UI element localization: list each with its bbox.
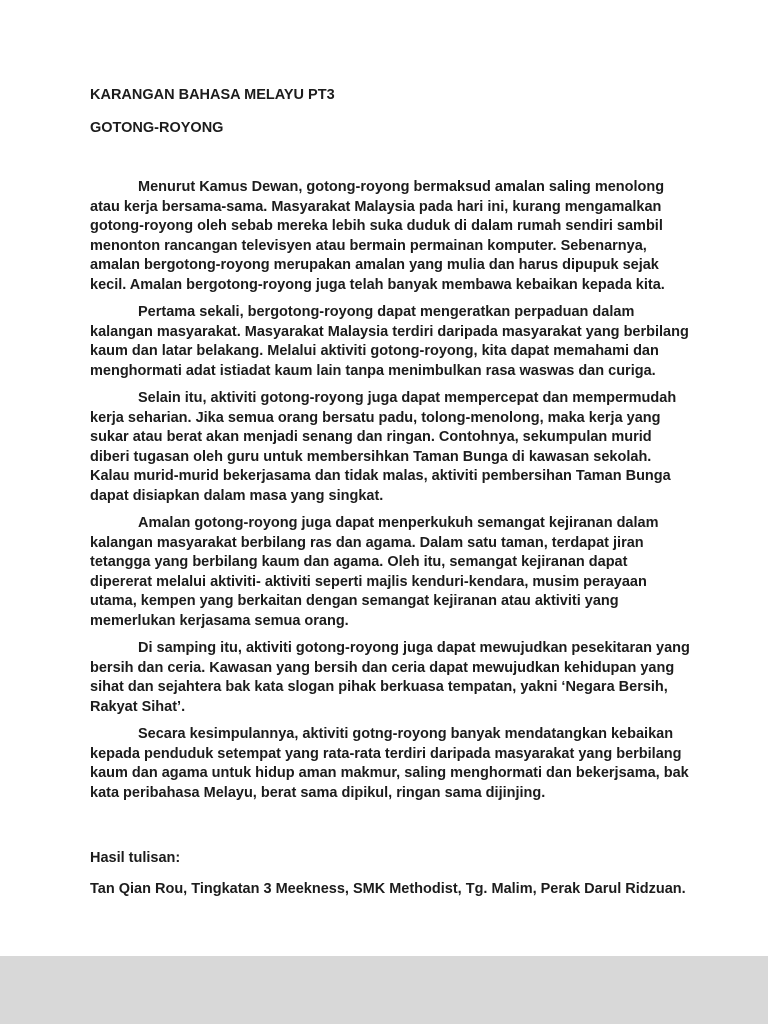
- paragraph-introduction: Menurut Kamus Dewan, gotong-royong bermaksud amalan saling menolong atau kerja bersama-sama. Masyarakat Malaysia pada hari ini, kurang mengamalkan gotong-royong oleh sebab mereka lebih suka duduk di dalam rumah sendiri sambil menonton rancangan televisyen atau bermain permainan komputer. Sebenarnya, amalan bergotong-royong merupakan amalan yang mulia dan harus dipupuk sejak kecil. Amalan bergotong-royong juga telah banyak membawa kebaikan kepada kita.: [90, 179, 665, 293]
- document-title: KARANGAN BAHASA MELAYU PT3: [90, 87, 335, 103]
- document-subtitle: GOTONG-ROYONG: [90, 119, 224, 136]
- paragraph-semangat-kejiranan: Amalan gotong-royong juga dapat menperkukuh semangat kejiranan dalam kalangan masyarakat berbilang ras dan agama. Dalam satu taman, terdapat jiran tetangga yang berbilang kaum dan agama. Oleh itu, semangat kejiranan dapat dipererat melalui aktiviti- aktiviti seperti majlis kenduri-kendara, musim perayaan utama, kempen yang berkaitan dengan semangat kejiranan atau aktiviti yang memerlukan kerjasama semua orang.: [90, 515, 659, 629]
- paragraph-kesimpulan: Secara kesimpulannya, aktiviti gotng-royong banyak mendatangkan kebaikan kepada penduduk setempat yang rata-rata terdiri daripada masyarakat yang berbilang kaum dan agama untuk hidup aman makmur, saling menghormati dan bekerjsama, bak kata peribahasa Melayu, berat sama dipikul, ringan sama dijinjing.: [90, 726, 689, 801]
- author-line: Tan Qian Rou, Tingkatan 3 Meekness, SMK Methodist, Tg. Malim, Perak Darul Ridzuan.: [90, 880, 686, 897]
- essay-body: [90, 178, 690, 803]
- page-gutter: [0, 956, 768, 1024]
- paragraph-persekitaran-bersih: Di samping itu, aktiviti gotong-royong juga dapat mewujudkan pesekitaran yang bersih dan ceria. Kawasan yang bersih dan ceria dapat mewujudkan kehidupan yang sihat dan sejahtera bak kata slogan pihak berkuasa tempatan, yakni ‘Negara Bersih, Rakyat Sihat’.: [90, 640, 690, 715]
- footer-label: Hasil tulisan:: [90, 850, 181, 866]
- paragraph-perpaduan: Pertama sekali, bergotong-royong dapat mengeratkan perpaduan dalam kalangan masyarakat. Masyarakat Malaysia terdiri daripada masyarakat yang berbilang kaum dan latar belakang. Melalui aktiviti gotong-royong, kita dapat memahami dan menghormati adat istiadat kaum lain tanpa menimbulkan rasa waswas dan curiga.: [90, 304, 689, 379]
- paragraph-mempercepat-kerja: Selain itu, aktiviti gotong-royong juga dapat mempercepat dan mempermudah kerja seharian. Jika semua orang bersatu padu, tolong-menolong, maka kerja yang sukar atau berat akan menjadi senang dan ringan. Contohnya, sekumpulan murid diberi tugasan oleh guru untuk membersihkan Taman Bunga di kawasan sekolah. Kalau murid-murid bekerjasama dan tidak malas, aktiviti pembersihan Taman Bunga dapat disiapkan dalam masa yang singkat.: [90, 390, 677, 504]
